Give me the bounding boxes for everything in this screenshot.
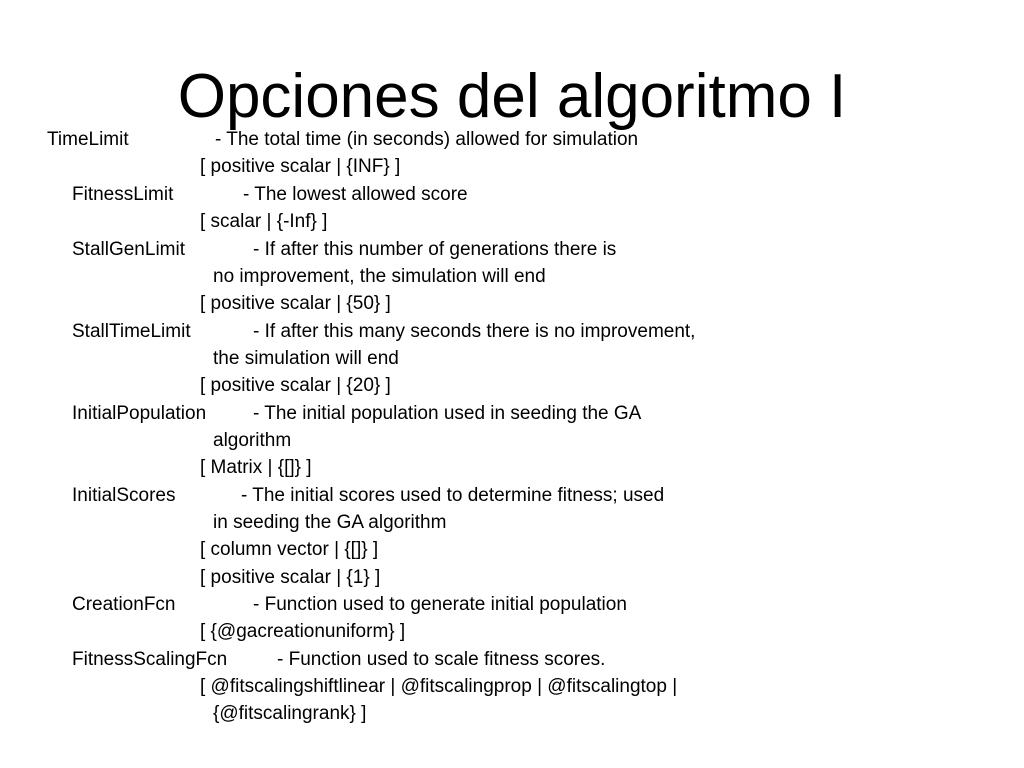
option-desc-stallgenlimit: - If after this number of generations there is xyxy=(253,239,617,260)
option-desc-stalltimelimit: - If after this many seconds there is no improvement, xyxy=(253,321,696,342)
option-name-initialscores: InitialScores xyxy=(72,485,176,506)
option-values-creationfcn: [ {@gacreationuniform} ] xyxy=(200,621,406,642)
option-cont-initialpopulation: algorithm xyxy=(213,430,292,451)
option-name-fitnessscalingfcn: FitnessScalingFcn xyxy=(72,649,228,670)
option-name-timelimit: TimeLimit xyxy=(47,129,129,150)
option-values-fitnesslimit: [ scalar | {-Inf} ] xyxy=(200,211,328,232)
slide-title: Opciones del algoritmo I xyxy=(177,62,847,131)
option-values-stalltimelimit: [ positive scalar | {20} ] xyxy=(200,375,391,396)
option-desc-fitnessscalingfcn: - Function used to scale fitness scores. xyxy=(277,649,606,670)
option-values-stallgenlimit: [ positive scalar | {50} ] xyxy=(200,293,391,314)
option-desc-initialscores: - The initial scores used to determine fitness; used xyxy=(241,485,665,506)
option-values-fitnessscalingfcn: [ @fitscalingshiftlinear | @fitscalingprop | @fitscalingtop | xyxy=(200,676,678,697)
option-desc-initialpopulation: - The initial population used in seeding the GA xyxy=(253,403,642,424)
option-desc-fitnesslimit: - The lowest allowed score xyxy=(243,184,468,205)
option-cont-stallgenlimit: no improvement, the simulation will end xyxy=(213,266,546,287)
option-desc-timelimit: - The total time (in seconds) allowed for simulation xyxy=(215,129,639,150)
option-name-stalltimelimit: StallTimeLimit xyxy=(72,321,191,342)
option-values-timelimit: [ positive scalar | {INF} ] xyxy=(200,156,401,177)
option-name-creationfcn: CreationFcn xyxy=(72,594,176,615)
option-cont-fitnessscalingfcn: {@fitscalingrank} ] xyxy=(213,703,367,724)
option-values-initialscores-2: [ positive scalar | {1} ] xyxy=(200,567,381,588)
option-cont-stalltimelimit: the simulation will end xyxy=(213,348,399,369)
option-name-stallgenlimit: StallGenLimit xyxy=(72,239,185,260)
option-desc-creationfcn: - Function used to generate initial population xyxy=(253,594,627,615)
option-name-initialpopulation: InitialPopulation xyxy=(72,403,207,424)
option-cont-initialscores: in seeding the GA algorithm xyxy=(213,512,447,533)
option-values-initialscores-1: [ column vector | {[]} ] xyxy=(200,539,379,560)
option-name-fitnesslimit: FitnessLimit xyxy=(72,184,174,205)
option-values-initialpopulation: [ Matrix | {[]} ] xyxy=(200,457,312,478)
